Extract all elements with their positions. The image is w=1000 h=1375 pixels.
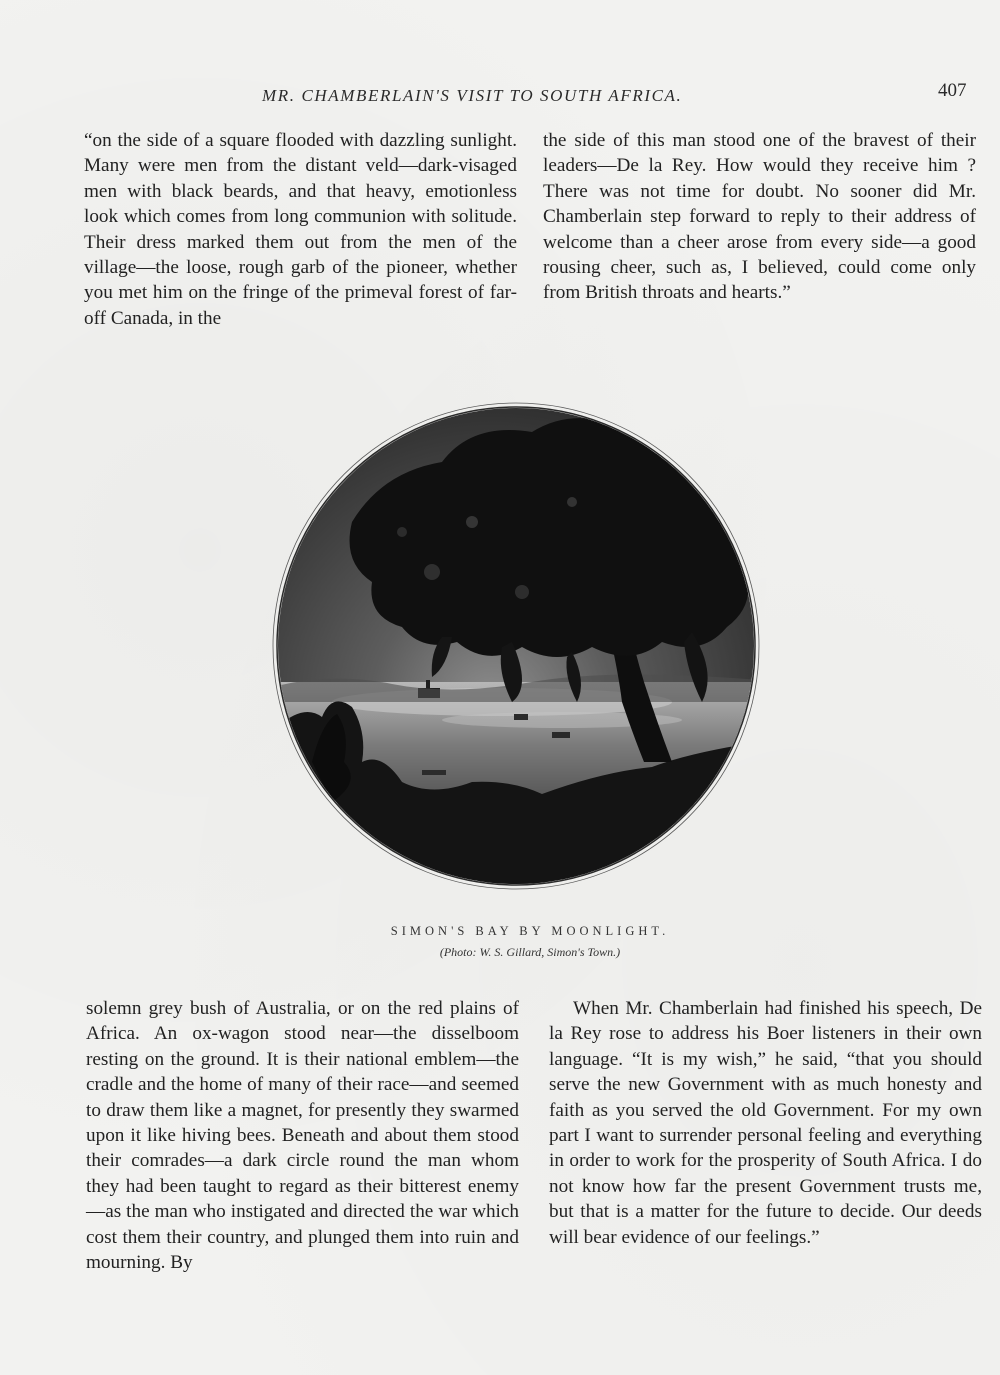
column-top-left [84, 128, 517, 331]
paragraph: When Mr. Chamberlain had finished his speech, De la Rey rose to address his Boer listeners in their own language. “It is my wish,” he said, “that you should serve the new Government with as much honesty and faith as you served the old Government. For my own part I want to surrender personal feeling and everything in order to work for the prosperity of South Africa. I do not know how far the present Government trusts me, but that is a matter for the future to decide. Our deeds will bear evidence of our feelings.” [549, 998, 982, 1248]
photo-credit: (Photo: W. S. Gillard, Simon's Town.) [439, 945, 621, 959]
page-number: 407 [938, 80, 967, 101]
circular-photograph [272, 402, 760, 890]
paragraph: “on the side of a square flooded with dazzling sunlight. Many were men from the distant veld—dark-visaged men with black beards, and that heavy, emotionless look which comes from long communion with solitude. Their dress marked them out from the men of the village—the loose, rough garb of the pioneer, whether you met him on the fringe of the primeval forest of far-off Canada, in the [84, 130, 517, 329]
running-title: MR. CHAMBERLAIN'S VISIT TO SOUTH AFRICA. [262, 86, 683, 105]
figure-caption: SIMON'S BAY BY MOONLIGHT. [390, 924, 670, 938]
column-bottom-left [86, 996, 519, 1275]
column-top-right [543, 128, 976, 306]
column-bottom-right [549, 996, 982, 1250]
moonlit-bay-photo [272, 402, 760, 890]
paragraph: the side of this man stood one of the bravest of their leaders—De la Rey. How would they receive him ? There was not time for doubt. No sooner did Mr. Chamberlain step forward to reply to their address of welcome than a cheer arose from every side—a good rousing cheer, such as, I believed, could come only from British throats and hearts.” [543, 130, 976, 304]
paragraph: solemn grey bush of Australia, or on the red plains of Africa. An ox-wagon stood near—the disselboom resting on the ground. It is their national emblem—the cradle and the home of many of their race—and seemed to draw them like a magnet, for presently they swarmed upon it like hiving bees. Beneath and about them stood their comrades—a dark circle round the man whom they had been taught to regard as their bitterest enemy—as the man who instigated and directed the war which cost them their country, and plunged them into ruin and mourning. By [86, 998, 519, 1274]
